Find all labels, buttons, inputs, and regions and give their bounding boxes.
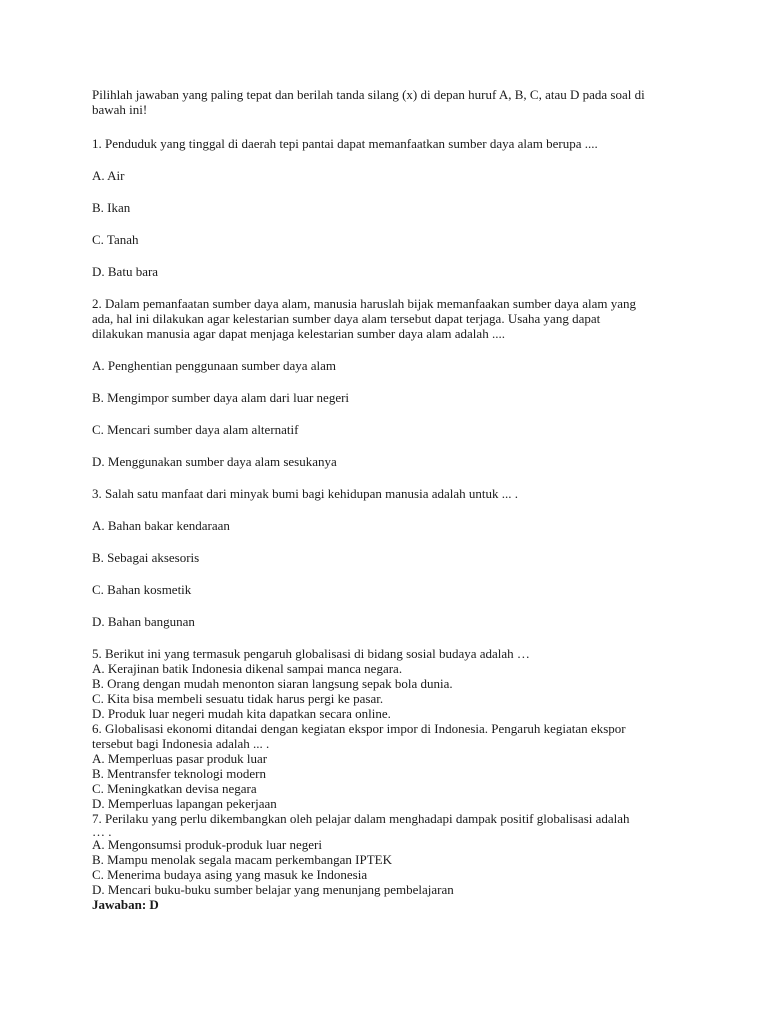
question-5 [92,646,682,721]
option-c: C. Mencari sumber daya alam alternatif [92,422,299,437]
option-c: C. Menerima budaya asing yang masuk ke Indonesia [92,867,368,882]
question-text: 3. Salah satu manfaat dari minyak bumi bagi kehidupan manusia adalah untuk ... . [92,486,519,501]
question-text: tersebut bagi Indonesia adalah ... . [92,736,270,751]
option-d: D. Memperluas lapangan pekerjaan [92,796,277,811]
option-a: A. Bahan bakar kendaraan [92,518,230,533]
option-d: D. Menggunakan sumber daya alam sesukanya [92,454,337,469]
question-6 [92,721,682,811]
instructions-line: Pilihlah jawaban yang paling tepat dan berilah tanda silang (x) di depan huruf A, B, C, atau D pada soal di [92,87,645,102]
option-d: D. Batu bara [92,264,159,279]
option-b: B. Mentransfer teknologi modern [92,766,267,781]
option-b: B. Mengimpor sumber daya alam dari luar negeri [92,390,350,405]
option-d: D. Produk luar negeri mudah kita dapatkan secara online. [92,706,391,721]
option-d: D. Bahan bangunan [92,614,195,629]
question-text: 1. Penduduk yang tinggal di daerah tepi pantai dapat memanfaatkan sumber daya alam berupa .... [92,136,598,151]
document-body [92,87,682,912]
option-a: A. Penghentian penggunaan sumber daya alam [92,358,337,373]
instructions-line: bawah ini! [92,102,148,117]
question-text: dilakukan manusia agar dapat menjaga kelestarian sumber daya alam adalah .... [92,326,505,341]
option-c: C. Meningkatkan devisa negara [92,781,257,796]
option-b: B. Sebagai aksesoris [92,550,200,565]
question-text: 5. Berikut ini yang termasuk pengaruh globalisasi di bidang sosial budaya adalah … [92,646,530,661]
question-1 [92,136,682,279]
question-3 [92,486,682,629]
option-a: A. Mengonsumsi produk-produk luar negeri [92,837,322,852]
option-d: D. Mencari buku-buku sumber belajar yang menunjang pembelajaran [92,882,454,897]
option-c: C. Bahan kosmetik [92,582,192,597]
answer-key: Jawaban: D [92,897,159,912]
option-b: B. Mampu menolak segala macam perkembangan IPTEK [92,852,392,867]
question-2 [92,296,682,469]
question-text: 7. Perilaku yang perlu dikembangkan oleh pelajar dalam menghadapi dampak positif globalisasi adalah [92,811,630,826]
option-a: A. Air [92,168,125,183]
instructions [92,87,682,117]
question-text: 6. Globalisasi ekonomi ditandai dengan kegiatan ekspor impor di Indonesia. Pengaruh kegiatan ekspor [92,721,626,736]
option-c: C. Tanah [92,232,139,247]
question-7 [92,811,682,912]
question-text: 2. Dalam pemanfaatan sumber daya alam, manusia haruslah bijak memanfaakan sumber daya alam yang [92,296,636,311]
option-b: B. Orang dengan mudah menonton siaran langsung sepak bola dunia. [92,676,453,691]
option-a: A. Memperluas pasar produk luar [92,751,268,766]
question-text: ada, hal ini dilakukan agar kelestarian sumber daya alam tersebut dapat terjaga. Usaha yang dapat [92,311,601,326]
option-c: C. Kita bisa membeli sesuatu tidak harus pergi ke pasar. [92,691,384,706]
option-a: A. Kerajinan batik Indonesia dikenal sampai manca negara. [92,661,403,676]
option-b: B. Ikan [92,200,131,215]
question-text: … . [92,824,112,839]
